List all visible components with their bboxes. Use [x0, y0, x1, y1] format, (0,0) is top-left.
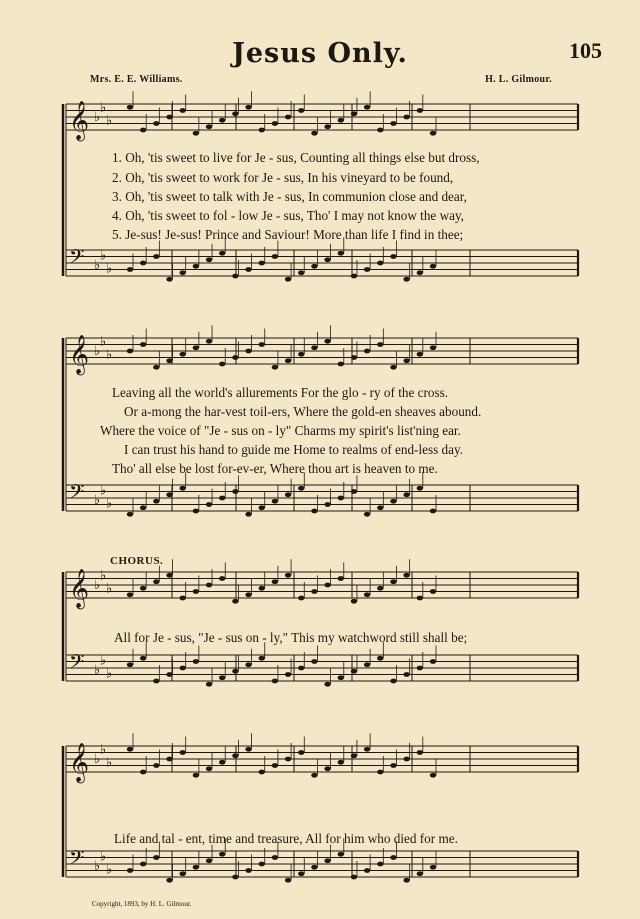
note-head: [232, 599, 238, 604]
verse-2-line-1: 2. Oh, 'tis sweet to work for Je - sus, In his vineyard to be found,: [112, 170, 454, 185]
page-number: 105: [569, 38, 602, 63]
note-head: [338, 576, 344, 581]
note-head: [311, 773, 317, 778]
note-head: [324, 339, 330, 344]
note-head: [338, 251, 344, 256]
note-head: [417, 270, 423, 275]
note-head: [259, 770, 265, 775]
note-head: [403, 492, 409, 497]
note-head: [259, 128, 265, 133]
note-head: [403, 757, 409, 762]
note-head: [272, 763, 278, 768]
flat-icon: ♭: [94, 258, 101, 273]
note-head: [245, 105, 251, 110]
note-head: [219, 251, 225, 256]
flat-icon: ♭: [94, 344, 101, 359]
note-head: [298, 596, 304, 601]
verse-4-line-1: 4. Oh, 'tis sweet to fol - low Je - sus, Tho' I may not know the way,: [112, 208, 464, 223]
note-head: [430, 509, 436, 514]
staff-system: [63, 91, 578, 281]
note-head: [338, 675, 344, 680]
note-head: [259, 656, 265, 661]
note-head: [338, 852, 344, 857]
note-head: [153, 121, 159, 126]
note-head: [140, 586, 146, 591]
note-head: [259, 586, 265, 591]
note-head: [179, 596, 185, 601]
note-head: [179, 270, 185, 275]
flat-icon: ♭: [106, 581, 113, 597]
note-head: [377, 862, 383, 867]
note-head: [390, 855, 396, 860]
note-head: [140, 261, 146, 266]
note-head: [140, 128, 146, 133]
note-head: [390, 679, 396, 684]
flat-icon: ♭: [106, 666, 113, 682]
note-head: [219, 496, 225, 501]
note-head: [193, 659, 199, 664]
note-head: [377, 261, 383, 266]
note-head: [430, 865, 436, 870]
lyricist-credit: Mrs. E. E. Williams.: [90, 74, 183, 85]
note-head: [417, 750, 423, 755]
note-head: [153, 499, 159, 504]
flat-icon: ♭: [94, 493, 101, 508]
note-head: [193, 345, 199, 350]
staff-system: [63, 559, 578, 686]
note-head: [364, 512, 370, 517]
note-head: [403, 878, 409, 883]
verse-5-line-1: 5. Je-sus! Je-sus! Prince and Saviour! More than life I find in thee;: [112, 227, 464, 242]
note-head: [298, 108, 304, 113]
note-head: [140, 505, 146, 510]
note-head: [324, 583, 330, 588]
note-head: [324, 858, 330, 863]
note-head: [219, 118, 225, 123]
note-head: [193, 589, 199, 594]
note-head: [311, 865, 317, 870]
note-head: [403, 358, 409, 363]
staff-system: [63, 733, 578, 882]
note-head: [179, 352, 185, 357]
treble-clef-icon: 𝄞: [69, 568, 90, 609]
flat-icon: ♭: [100, 248, 107, 264]
note-head: [179, 108, 185, 113]
note-head: [166, 277, 172, 282]
note-head: [338, 496, 344, 501]
flat-icon: ♭: [94, 578, 101, 593]
note-head: [403, 573, 409, 578]
note-head: [390, 365, 396, 370]
flat-icon: ♭: [100, 568, 107, 584]
note-head: [259, 261, 265, 266]
flat-icon: ♭: [106, 347, 113, 363]
verse-3-line-1: 3. Oh, 'tis sweet to talk with Je - sus, In communion close and dear,: [112, 189, 467, 204]
treble-clef-icon: 𝄞: [69, 742, 90, 783]
flat-icon: ♭: [106, 755, 113, 771]
flat-icon: ♭: [106, 113, 113, 129]
note-head: [153, 855, 159, 860]
note-head: [272, 855, 278, 860]
flat-icon: ♭: [100, 100, 107, 116]
verse-3-line-2: Where the voice of "Je - sus on - ly" Charms my spirit's list'ning ear.: [100, 423, 461, 438]
flat-icon: ♭: [106, 862, 113, 878]
note-head: [206, 257, 212, 262]
note-head: [259, 505, 265, 510]
note-head: [232, 669, 238, 674]
flat-icon: ♭: [94, 110, 101, 125]
bass-clef-icon: 𝄢: [69, 845, 85, 874]
note-head: [193, 131, 199, 136]
note-head: [285, 358, 291, 363]
note-head: [338, 362, 344, 367]
bass-clef-icon: 𝄢: [69, 649, 85, 678]
note-head: [417, 486, 423, 491]
note-head: [364, 349, 370, 354]
note-head: [338, 760, 344, 765]
note-head: [324, 766, 330, 771]
chorus-line-1: All for Je - sus, "Je - sus on - ly," This my watchword still shall be;: [114, 630, 468, 645]
note-head: [245, 662, 251, 667]
note-head: [364, 105, 370, 110]
note-head: [324, 124, 330, 129]
chorus-label: CHORUS.: [110, 555, 164, 567]
note-head: [232, 111, 238, 116]
note-head: [153, 254, 159, 259]
note-head: [364, 747, 370, 752]
note-head: [127, 349, 133, 354]
note-head: [311, 659, 317, 664]
note-head: [298, 486, 304, 491]
note-head: [272, 499, 278, 504]
note-head: [324, 682, 330, 687]
note-head: [430, 773, 436, 778]
note-head: [179, 750, 185, 755]
note-head: [193, 509, 199, 514]
note-head: [311, 589, 317, 594]
note-head: [219, 576, 225, 581]
note-head: [232, 875, 238, 880]
flat-icon: ♭: [100, 742, 107, 758]
note-head: [140, 342, 146, 347]
note-head: [430, 659, 436, 664]
flat-icon: ♭: [94, 752, 101, 767]
note-head: [298, 871, 304, 876]
note-head: [259, 342, 265, 347]
note-head: [232, 274, 238, 279]
note-head: [140, 862, 146, 867]
note-head: [285, 115, 291, 120]
note-head: [390, 121, 396, 126]
bass-clef-icon: 𝄢: [69, 244, 85, 273]
note-head: [153, 763, 159, 768]
flat-icon: ♭: [106, 496, 113, 512]
note-head: [311, 345, 317, 350]
note-head: [298, 666, 304, 671]
note-head: [272, 121, 278, 126]
note-head: [417, 666, 423, 671]
note-head: [232, 355, 238, 360]
note-head: [245, 592, 251, 597]
note-head: [232, 489, 238, 494]
note-head: [324, 257, 330, 262]
flat-icon: ♭: [94, 859, 101, 874]
note-head: [272, 579, 278, 584]
note-head: [153, 679, 159, 684]
verse-4-line-2: I can trust his hand to guide me Home to realms of end-less day.: [124, 442, 464, 457]
note-head: [377, 505, 383, 510]
note-head: [403, 672, 409, 677]
note-head: [219, 675, 225, 680]
note-head: [245, 267, 251, 272]
note-head: [140, 770, 146, 775]
note-head: [127, 105, 133, 110]
note-head: [206, 502, 212, 507]
note-head: [390, 254, 396, 259]
note-head: [206, 124, 212, 129]
note-head: [298, 270, 304, 275]
note-head: [377, 770, 383, 775]
note-head: [311, 131, 317, 136]
note-head: [377, 342, 383, 347]
note-head: [364, 592, 370, 597]
composer-credit: H. L. Gilmour.: [485, 74, 552, 85]
note-head: [390, 579, 396, 584]
note-head: [351, 599, 357, 604]
chorus-line-2: Life and tal - ent, time and treasure, All for him who died for me.: [114, 831, 458, 846]
note-head: [219, 760, 225, 765]
copyright-notice: Copyright, 1893, by H. L. Gilmour.: [92, 900, 192, 908]
note-head: [193, 264, 199, 269]
note-head: [298, 352, 304, 357]
verse-2-line-2: Or a-mong the har-vest toil-ers, Where the gold-en sheaves abound.: [124, 404, 482, 419]
note-head: [390, 763, 396, 768]
note-head: [377, 656, 383, 661]
note-head: [430, 131, 436, 136]
note-head: [338, 118, 344, 123]
note-head: [193, 865, 199, 870]
note-head: [193, 773, 199, 778]
note-head: [206, 766, 212, 771]
note-head: [245, 349, 251, 354]
note-head: [377, 586, 383, 591]
note-head: [298, 750, 304, 755]
note-head: [219, 852, 225, 857]
note-head: [127, 868, 133, 873]
verse-5-line-2: Tho' all else be lost for-ev-er, Where thou art is heaven to me.: [112, 461, 438, 476]
note-head: [166, 878, 172, 883]
note-head: [206, 583, 212, 588]
note-head: [206, 339, 212, 344]
note-head: [245, 512, 251, 517]
note-head: [430, 589, 436, 594]
note-head: [179, 486, 185, 491]
note-head: [364, 868, 370, 873]
note-head: [206, 858, 212, 863]
treble-clef-icon: 𝄞: [69, 334, 90, 375]
note-head: [417, 352, 423, 357]
flat-icon: ♭: [100, 849, 107, 865]
note-head: [377, 128, 383, 133]
note-head: [403, 115, 409, 120]
hymn-title: Jesus Only.: [232, 38, 408, 69]
note-head: [272, 365, 278, 370]
note-head: [153, 579, 159, 584]
note-head: [403, 277, 409, 282]
note-head: [245, 868, 251, 873]
note-head: [179, 871, 185, 876]
note-head: [127, 747, 133, 752]
note-head: [127, 512, 133, 517]
note-head: [127, 592, 133, 597]
flat-icon: ♭: [100, 334, 107, 350]
verse-1-line-1: 1. Oh, 'tis sweet to live for Je - sus, Counting all things else but dross,: [112, 150, 480, 165]
note-head: [430, 264, 436, 269]
note-head: [285, 757, 291, 762]
note-head: [285, 277, 291, 282]
note-head: [259, 862, 265, 867]
note-head: [127, 267, 133, 272]
note-head: [285, 878, 291, 883]
note-head: [324, 502, 330, 507]
note-head: [417, 108, 423, 113]
note-head: [179, 666, 185, 671]
note-head: [364, 267, 370, 272]
note-head: [272, 679, 278, 684]
flat-icon: ♭: [106, 261, 113, 277]
flat-icon: ♭: [100, 653, 107, 669]
note-head: [285, 672, 291, 677]
verse-1-line-2: Leaving all the world's allurements For the glo - ry of the cross.: [112, 385, 449, 400]
bass-clef-icon: 𝄢: [69, 479, 85, 508]
note-head: [127, 662, 133, 667]
note-head: [245, 747, 251, 752]
note-head: [206, 682, 212, 687]
note-head: [311, 509, 317, 514]
flat-icon: ♭: [94, 663, 101, 678]
note-head: [417, 596, 423, 601]
note-head: [285, 573, 291, 578]
note-head: [140, 656, 146, 661]
treble-clef-icon: 𝄞: [69, 100, 90, 141]
note-head: [232, 753, 238, 758]
staff-system: [63, 325, 578, 516]
note-head: [430, 345, 436, 350]
note-head: [364, 662, 370, 667]
note-head: [272, 254, 278, 259]
flat-icon: ♭: [100, 483, 107, 499]
note-head: [219, 362, 225, 367]
note-head: [153, 365, 159, 370]
note-head: [390, 499, 396, 504]
note-head: [311, 264, 317, 269]
note-head: [285, 492, 291, 497]
note-head: [417, 871, 423, 876]
